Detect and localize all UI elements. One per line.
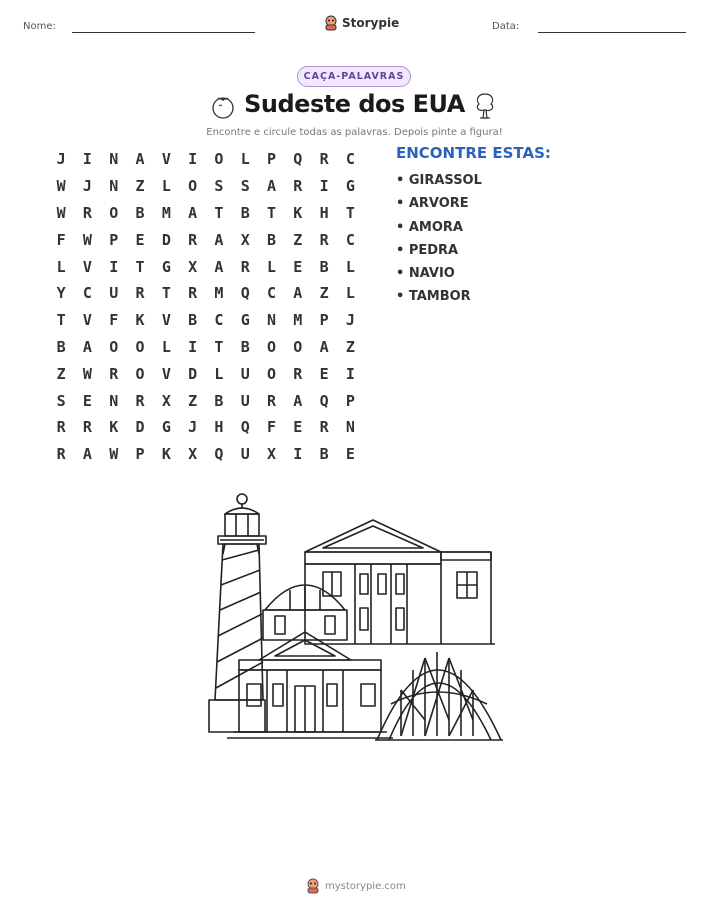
grid-cell[interactable]: N xyxy=(109,177,119,196)
grid-cell[interactable]: R xyxy=(188,284,198,303)
grid-cell[interactable]: E xyxy=(82,391,92,410)
grid-cell[interactable]: Z xyxy=(188,391,198,410)
grid-cell[interactable]: S xyxy=(56,391,66,410)
grid-cell[interactable]: E xyxy=(135,230,145,249)
brand-name: Storypie xyxy=(342,16,400,30)
grid-cell[interactable]: G xyxy=(161,418,171,437)
grid-cell[interactable]: L xyxy=(214,364,224,383)
grid-cell[interactable]: I xyxy=(82,150,92,169)
grid-cell[interactable]: R xyxy=(319,418,329,437)
grid-cell[interactable]: E xyxy=(293,418,303,437)
grid-cell[interactable]: Q xyxy=(214,445,224,464)
grid-cell[interactable]: B xyxy=(240,337,250,356)
grid-cell[interactable]: I xyxy=(188,150,198,169)
grid-cell[interactable]: L xyxy=(161,177,171,196)
grid-cell[interactable]: N xyxy=(109,150,119,169)
grid-cell[interactable]: F xyxy=(267,418,277,437)
grid-cell[interactable]: W xyxy=(56,203,66,222)
word-list-item: • ARVORE xyxy=(396,196,469,212)
grid-cell[interactable]: R xyxy=(319,150,329,169)
grid-cell[interactable]: O xyxy=(267,337,277,356)
grid-cell[interactable]: L xyxy=(345,257,355,276)
grid-cell[interactable]: P xyxy=(267,150,277,169)
word-list-item: • NAVIO xyxy=(396,266,455,282)
grid-cell[interactable]: X xyxy=(240,230,250,249)
grid-cell[interactable]: R xyxy=(293,364,303,383)
word-search-grid[interactable] xyxy=(48,146,364,468)
grid-cell[interactable]: C xyxy=(82,284,92,303)
grid-cell[interactable]: O xyxy=(109,203,119,222)
word-list xyxy=(396,170,482,310)
word-list-item: • AMORA xyxy=(396,219,463,235)
grid-cell[interactable]: B xyxy=(267,230,277,249)
grid-cell[interactable]: A xyxy=(188,203,198,222)
grid-cell[interactable]: O xyxy=(135,364,145,383)
grid-cell[interactable]: A xyxy=(135,150,145,169)
grid-cell[interactable]: P xyxy=(135,445,145,464)
grid-cell[interactable]: Z xyxy=(319,284,329,303)
grid-cell[interactable]: R xyxy=(109,364,119,383)
word-list-item: • GIRASSOL xyxy=(396,173,482,188)
grid-cell[interactable]: R xyxy=(240,257,250,276)
grid-cell[interactable]: X xyxy=(188,257,198,276)
grid-cell[interactable]: L xyxy=(267,257,277,276)
grid-cell[interactable]: R xyxy=(56,445,66,464)
grid-cell[interactable]: V xyxy=(161,150,171,169)
grid-cell[interactable]: Q xyxy=(240,284,250,303)
grid-cell[interactable]: B xyxy=(319,257,329,276)
grid-cell[interactable]: K xyxy=(135,311,145,330)
grid-cell[interactable]: N xyxy=(109,391,119,410)
grid-cell[interactable]: R xyxy=(319,230,329,249)
grid-cell[interactable]: J xyxy=(188,418,198,437)
grid-cell[interactable]: E xyxy=(319,364,329,383)
grid-cell[interactable]: Z xyxy=(56,364,66,383)
grid-cell[interactable]: I xyxy=(109,257,119,276)
grid-cell[interactable]: R xyxy=(267,391,277,410)
grid-cell[interactable]: B xyxy=(188,311,198,330)
grid-cell[interactable]: F xyxy=(109,311,119,330)
grid-cell[interactable]: T xyxy=(267,203,277,222)
date-label: Data: xyxy=(492,21,520,32)
grid-cell[interactable]: O xyxy=(188,177,198,196)
grid-cell[interactable]: H xyxy=(319,203,329,222)
grid-cell[interactable]: W xyxy=(82,364,92,383)
grid-cell[interactable]: C xyxy=(267,284,277,303)
grid-cell[interactable]: W xyxy=(82,230,92,249)
grid-cell[interactable]: E xyxy=(345,445,355,464)
grid-cell[interactable]: A xyxy=(293,391,303,410)
grid-cell[interactable]: I xyxy=(293,445,303,464)
grid-cell[interactable]: X xyxy=(267,445,277,464)
grid-cell[interactable]: G xyxy=(345,177,355,196)
grid-cell[interactable]: B xyxy=(319,445,329,464)
grid-cell[interactable]: W xyxy=(56,177,66,196)
grid-cell[interactable]: O xyxy=(214,150,224,169)
grid-cell[interactable]: X xyxy=(161,391,171,410)
grid-cell[interactable]: F xyxy=(56,230,66,249)
grid-cell[interactable]: V xyxy=(82,257,92,276)
grid-cell[interactable]: H xyxy=(214,418,224,437)
grid-cell[interactable]: Z xyxy=(345,337,355,356)
grid-cell[interactable]: S xyxy=(214,177,224,196)
grid-cell[interactable]: G xyxy=(240,311,250,330)
grid-cell[interactable]: A xyxy=(214,230,224,249)
grid-cell[interactable]: R xyxy=(56,418,66,437)
grid-cell[interactable]: Q xyxy=(319,391,329,410)
grid-cell[interactable]: R xyxy=(135,391,145,410)
grid-cell[interactable]: P xyxy=(319,311,329,330)
grid-cell[interactable]: V xyxy=(161,311,171,330)
grid-cell[interactable]: A xyxy=(267,177,277,196)
grid-cell[interactable]: N xyxy=(345,418,355,437)
grid-cell[interactable]: K xyxy=(161,445,171,464)
grid-cell[interactable]: T xyxy=(161,284,171,303)
grid-cell[interactable]: I xyxy=(188,337,198,356)
grid-cell[interactable]: K xyxy=(109,418,119,437)
grid-cell[interactable]: R xyxy=(188,230,198,249)
grid-cell[interactable]: N xyxy=(267,311,277,330)
grid-cell[interactable]: L xyxy=(240,150,250,169)
grid-cell[interactable]: Y xyxy=(56,284,66,303)
grid-cell[interactable]: I xyxy=(319,177,329,196)
grid-cell[interactable]: T xyxy=(135,257,145,276)
grid-cell[interactable]: U xyxy=(240,445,250,464)
grid-cell[interactable]: J xyxy=(82,177,92,196)
grid-cell[interactable]: O xyxy=(109,337,119,356)
grid-cell[interactable]: G xyxy=(161,257,171,276)
grid-cell[interactable]: C xyxy=(345,230,355,249)
grid-cell[interactable]: E xyxy=(293,257,303,276)
southeast-buildings-illustration[interactable] xyxy=(205,490,505,746)
grid-cell[interactable]: D xyxy=(161,230,171,249)
grid-cell[interactable]: O xyxy=(267,364,277,383)
grid-cell[interactable]: R xyxy=(82,203,92,222)
grid-cell[interactable]: T xyxy=(214,337,224,356)
grid-cell[interactable]: B xyxy=(240,203,250,222)
grid-cell[interactable]: A xyxy=(82,337,92,356)
footer-url[interactable]: mystorypie.com xyxy=(325,880,406,892)
grid-cell[interactable]: U xyxy=(109,284,119,303)
grid-cell[interactable]: T xyxy=(214,203,224,222)
grid-cell[interactable]: O xyxy=(135,337,145,356)
grid-cell[interactable]: A xyxy=(82,445,92,464)
tree-icon xyxy=(471,90,499,120)
grid-cell[interactable]: I xyxy=(345,364,355,383)
grid-cell[interactable]: D xyxy=(135,418,145,437)
storypie-mascot-icon xyxy=(306,878,320,894)
grid-cell[interactable]: M xyxy=(161,203,171,222)
grid-cell[interactable]: B xyxy=(214,391,224,410)
grid-cell[interactable]: Q xyxy=(240,418,250,437)
grid-cell[interactable]: A xyxy=(293,284,303,303)
brand-logo xyxy=(324,13,399,33)
grid-cell[interactable]: K xyxy=(293,203,303,222)
storypie-mascot-icon xyxy=(324,15,338,31)
grid-cell[interactable]: M xyxy=(293,311,303,330)
grid-cell[interactable]: A xyxy=(214,257,224,276)
grid-cell[interactable]: L xyxy=(56,257,66,276)
grid-cell[interactable]: P xyxy=(109,230,119,249)
grid-cell[interactable]: U xyxy=(240,391,250,410)
date-line[interactable] xyxy=(538,32,686,33)
grid-cell[interactable]: Z xyxy=(135,177,145,196)
name-line[interactable] xyxy=(72,32,255,33)
grid-cell[interactable]: U xyxy=(240,364,250,383)
grid-cell[interactable]: Q xyxy=(293,150,303,169)
grid-cell[interactable]: V xyxy=(161,364,171,383)
grid-cell[interactable]: T xyxy=(345,203,355,222)
word-list-item: • PEDRA xyxy=(396,242,459,258)
grid-cell[interactable]: B xyxy=(56,337,66,356)
grid-cell[interactable]: V xyxy=(82,311,92,330)
grid-cell[interactable]: R xyxy=(82,418,92,437)
grid-cell[interactable]: C xyxy=(214,311,224,330)
grid-cell[interactable]: R xyxy=(135,284,145,303)
grid-cell[interactable]: T xyxy=(56,311,66,330)
grid-cell[interactable]: C xyxy=(345,150,355,169)
grid-cell[interactable]: S xyxy=(240,177,250,196)
word-list-item: • TAMBOR xyxy=(396,289,471,305)
name-label: Nome: xyxy=(23,21,56,32)
grid-cell[interactable]: L xyxy=(345,284,355,303)
grid-cell[interactable]: O xyxy=(293,337,303,356)
grid-cell[interactable]: J xyxy=(56,150,66,169)
grid-cell[interactable]: J xyxy=(345,311,355,330)
grid-cell[interactable]: X xyxy=(188,445,198,464)
grid-cell[interactable]: Z xyxy=(293,230,303,249)
worksheet-type-badge: CAÇA-PALAVRAS xyxy=(297,66,411,87)
grid-cell[interactable]: M xyxy=(214,284,224,303)
word-list-heading: ENCONTRE ESTAS: xyxy=(396,144,551,162)
footer xyxy=(306,878,406,894)
grid-cell[interactable]: R xyxy=(293,177,303,196)
grid-cell[interactable]: P xyxy=(345,391,355,410)
grid-cell[interactable]: A xyxy=(319,337,329,356)
grid-cell[interactable]: L xyxy=(161,337,171,356)
grid-cell[interactable]: D xyxy=(188,364,198,383)
grid-cell[interactable]: W xyxy=(109,445,119,464)
instructions: Encontre e circule todas as palavras. Depois pinte a figura! xyxy=(206,127,503,138)
page-title: Sudeste dos EUA xyxy=(244,90,465,118)
grid-cell[interactable]: B xyxy=(135,203,145,222)
